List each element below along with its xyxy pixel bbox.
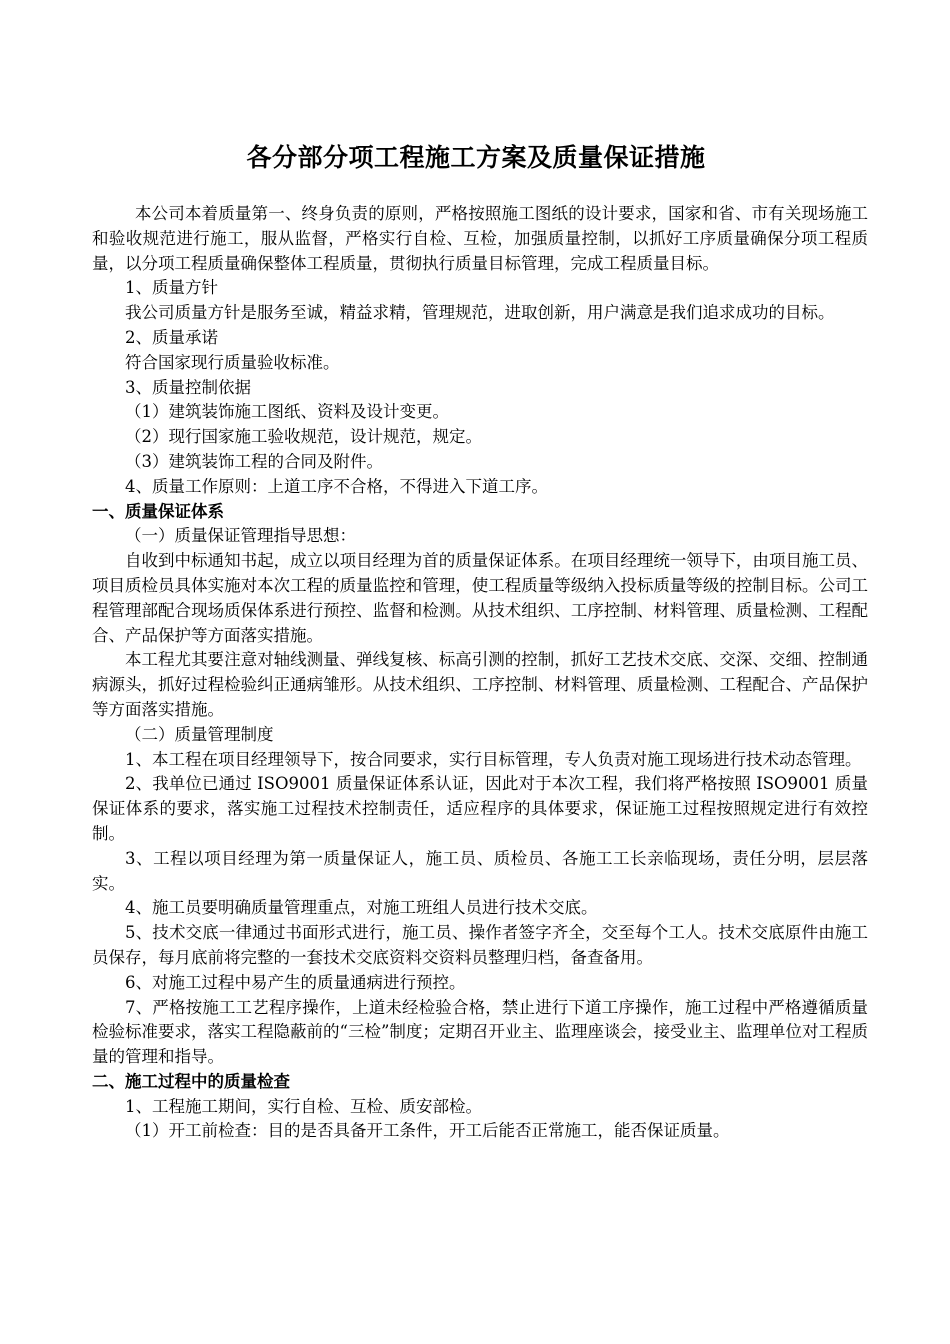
paragraph: （1）开工前检查：目的是否具备开工条件，开工后能否正常施工，能否保证质量。 <box>125 1121 730 1141</box>
paragraph: 2、我单位已通过 ISO9001 质量保证体系认证，因此对于本次工程，我们将严格按照 ISO9001 质量保证体系的要求，落实施工过程技术控制责任，适应程序的具体要求，保证施工过程按照规定进行有效控制。 <box>92 774 868 843</box>
paragraph: （一）质量保证管理指导思想： <box>125 526 356 546</box>
paragraph: 7、严格按施工工艺程序操作，上道未经检验合格，禁止进行下道工序操作，施工过程中严格遵循质量检验标准要求，落实工程隐蔽前的“三检”制度；定期召开业主、监理座谈会，接受业主、监理单位对工程质量的管理和指导。 <box>92 997 868 1067</box>
paragraph: （1）建筑装饰施工图纸、资料及设计变更。 <box>125 402 449 422</box>
paragraph: （2）现行国家施工验收规范，设计规范，规定。 <box>125 427 482 447</box>
paragraph: 3、工程以项目经理为第一质量保证人，施工员、质检员、各施工工长亲临现场，责任分明，层层落实。 <box>92 848 868 893</box>
paragraph: 3、质量控制依据 <box>125 377 251 397</box>
paragraph: （3）建筑装饰工程的合同及附件。 <box>125 451 383 471</box>
paragraph: 符合国家现行质量验收标准。 <box>125 352 340 372</box>
paragraph: 本工程尤其要注意对轴线测量、弹线复核、标高引测的控制，抓好工艺技术交底、交深、交细、控制通病源头，抓好过程检验纠正通病雏形。从技术组织、工序控制、材料管理、质量检测、工程配合、产品保护等方面落实措施。 <box>92 650 868 719</box>
paragraph: 4、质量工作原则：上道工序不合格，不得进入下道工序。 <box>125 476 548 496</box>
paragraph: 1、工程施工期间，实行自检、互检、质安部检。 <box>125 1096 482 1116</box>
paragraph: 2、质量承诺 <box>125 327 218 347</box>
paragraph: 自收到中标通知书起，成立以项目经理为首的质量保证体系。在项目经理统一领导下，由项目施工员、项目质检员具体实施对本次工程的质量监控和管理，使工程质量等级纳入投标质量等级的控制目标。公司工程管理部配合现场质保体系进行预控、监督和检测。从技术组织、工序控制、材料管理、质量检测、工程配合、产品保护等方面落实措施。 <box>92 551 868 645</box>
section-heading: 一、质量保证体系 <box>92 501 224 521</box>
paragraph: 1、本工程在项目经理领导下，按合同要求，实行目标管理，专人负责对施工现场进行技术动态管理。 <box>125 749 862 769</box>
paragraph: 5、技术交底一律通过书面形式进行，施工员、操作者签字齐全，交至每个工人。技术交底原件由施工员保存，每月底前将完整的一套技术交底资料交资料员整理归档，备查备用。 <box>92 923 868 967</box>
document-body <box>92 202 868 1144</box>
paragraph: 6、对施工过程中易产生的质量通病进行预控。 <box>125 972 466 992</box>
paragraph: （二）质量管理制度 <box>125 724 274 744</box>
paragraph: 本公司本着质量第一、终身负责的原则，严格按照施工图纸的设计要求，国家和省、市有关现场施工和验收规范进行施工，服从监督，严格实行自检、互检，加强质量控制，以抓好工序质量确保分项工程质量，以分项工程质量确保整体工程质量，贯彻执行质量目标管理，完成工程质量目标。 <box>92 204 868 273</box>
section-heading: 二、施工过程中的质量检查 <box>92 1071 290 1091</box>
paragraph: 我公司质量方针是服务至诚，精益求精，管理规范，进取创新，用户满意是我们追求成功的目标。 <box>125 303 835 323</box>
paragraph: 4、施工员要明确质量管理重点，对施工班组人员进行技术交底。 <box>125 898 598 918</box>
document-title: 各分部分项工程施工方案及质量保证措施 <box>246 143 706 172</box>
paragraph: 1、质量方针 <box>125 278 218 298</box>
